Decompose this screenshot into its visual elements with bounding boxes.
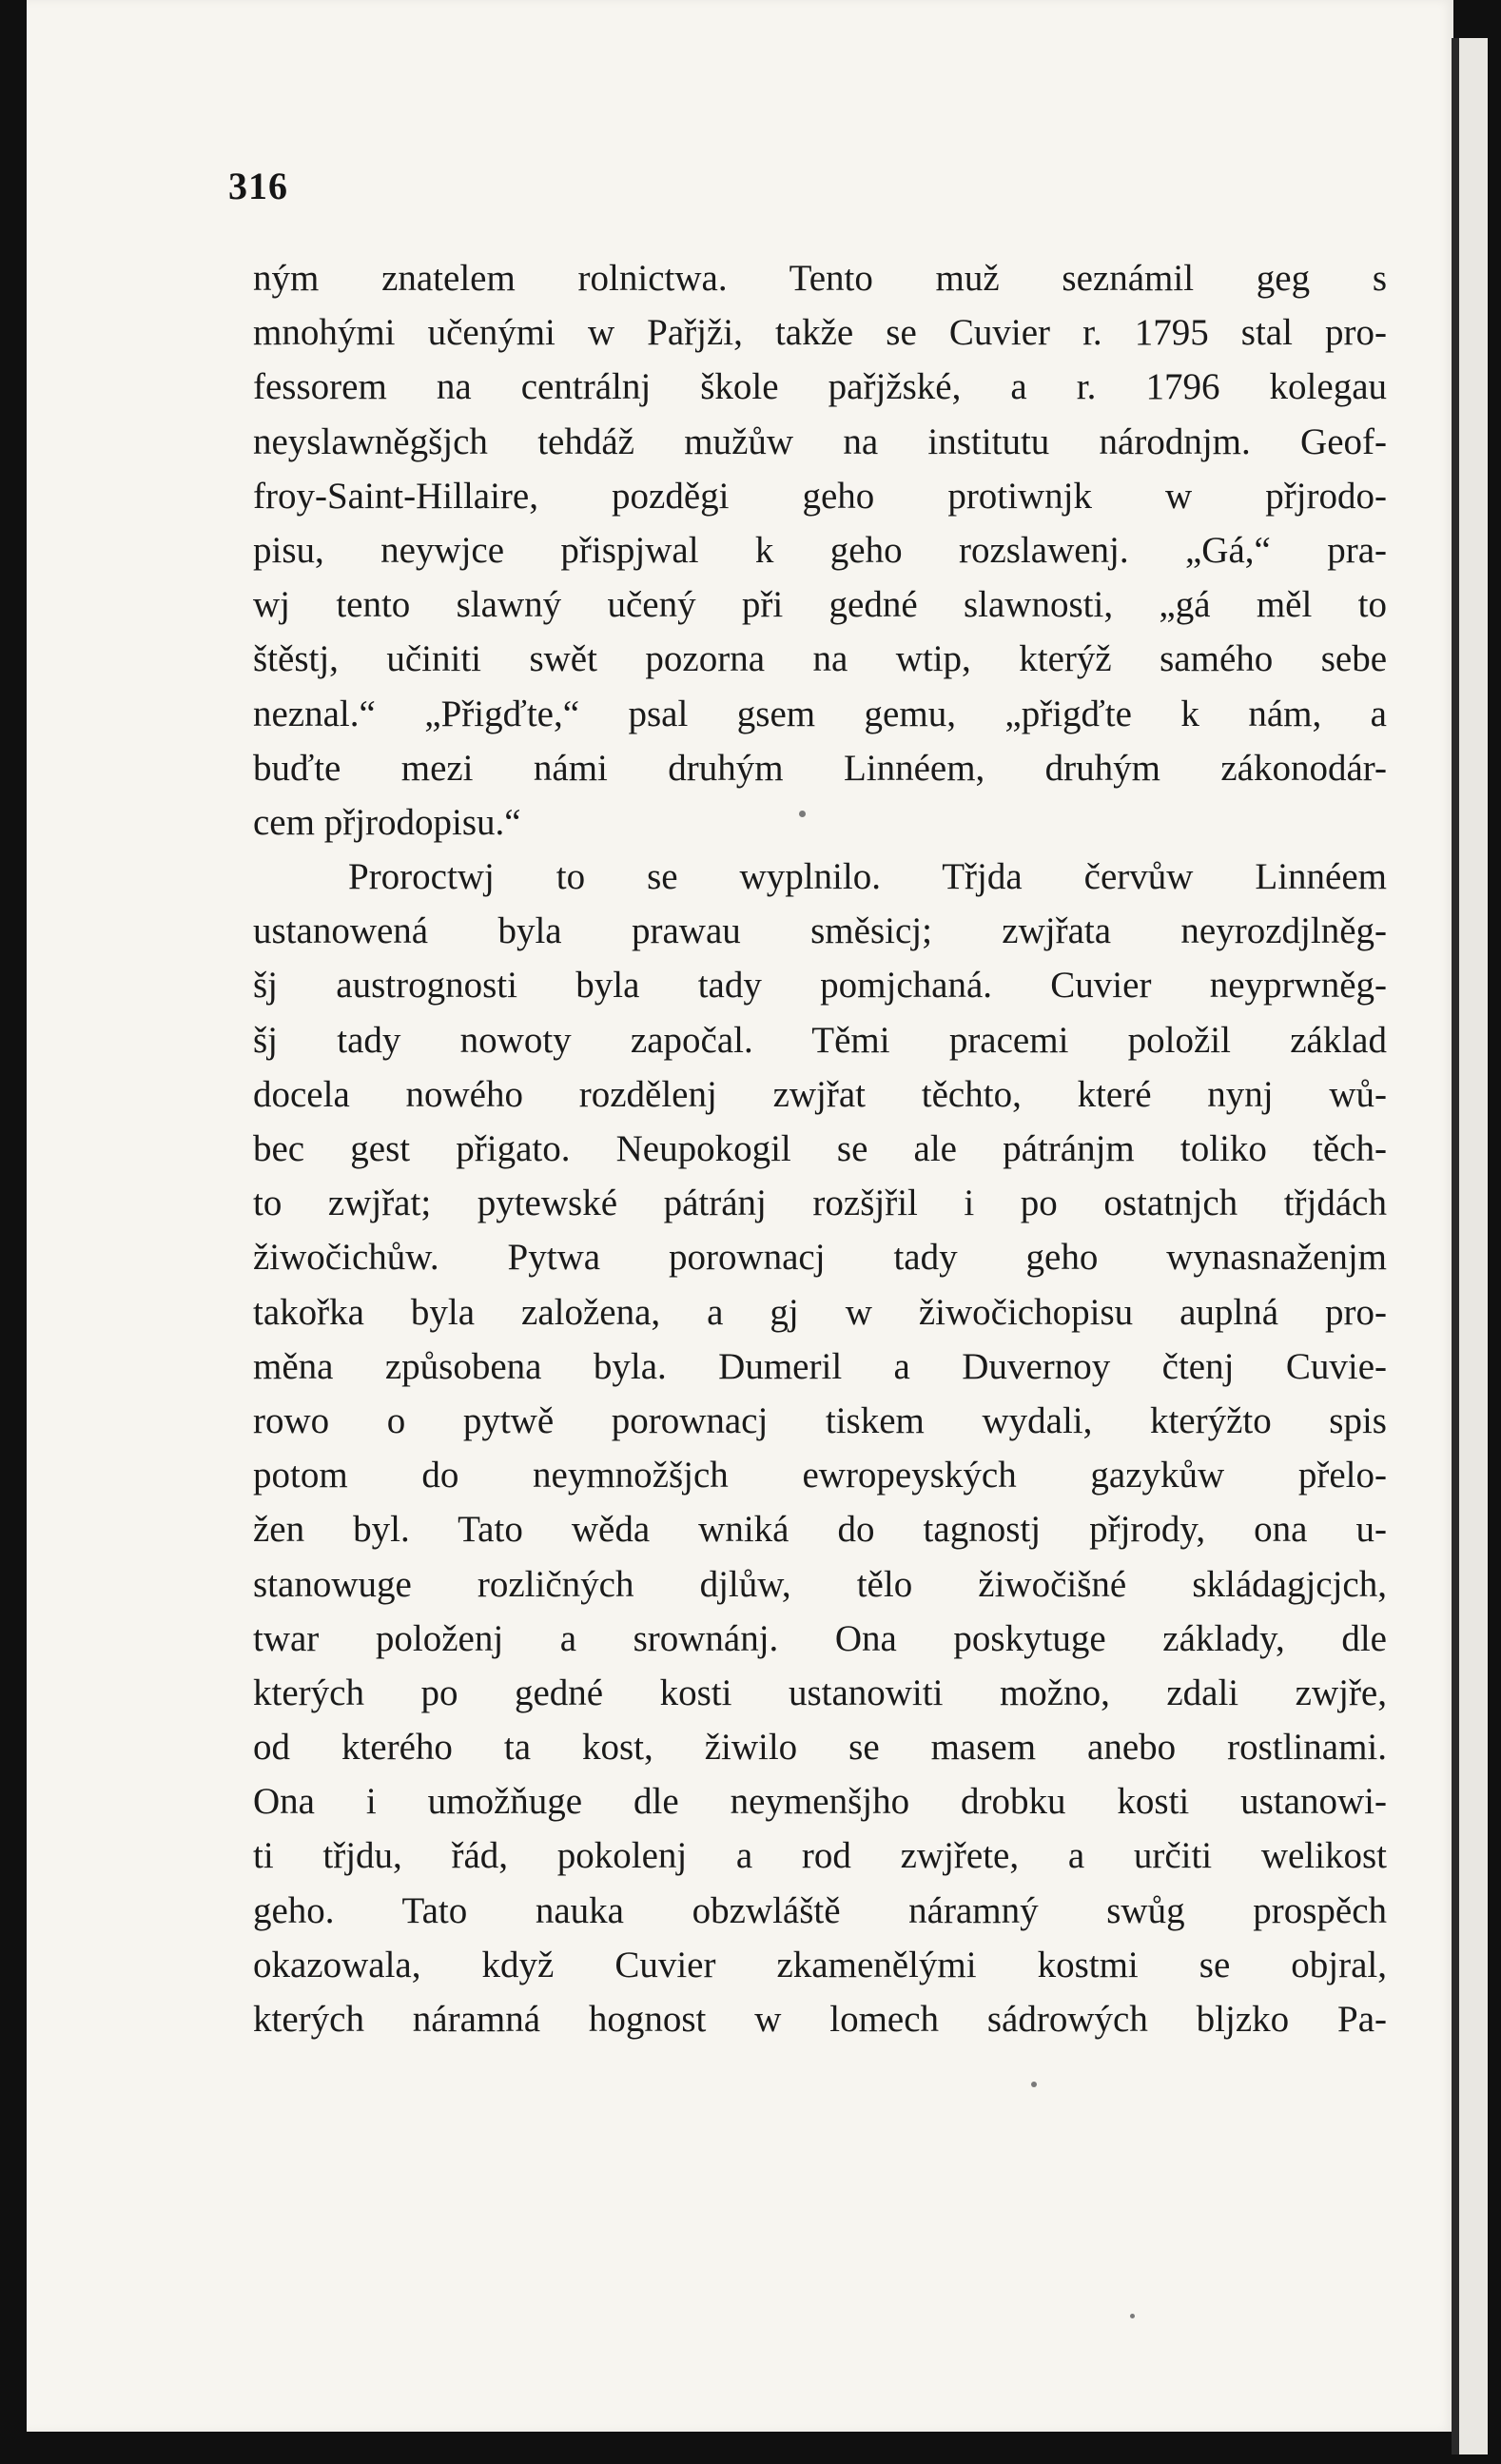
text-line: takořka byla založena, a gj w žiwočichopisu auplná pro- (253, 1291, 1387, 1333)
text-line: wj tento slawný učený při gedné slawnosti, „gá měl to (253, 584, 1387, 626)
text-line: šj austrognosti byla tady pomjchaná. Cuvier neyprwněg- (253, 965, 1387, 1007)
text-line: žen byl. Tato wěda wniká do tagnostj přjrody, ona u- (253, 1509, 1387, 1551)
text-line: štěstj, učiniti swět pozorna na wtip, kterýž samého sebe (253, 638, 1387, 680)
text-line: šj tady nowoty započal. Těmi pracemi položil základ (253, 1019, 1387, 1061)
paragraph-start-line: Proroctwj to se wyplnilo. Třjda červůw Linnéem (348, 856, 1387, 898)
text-line: docela nowého rozdělenj zwjřat těchto, které nynj wů- (253, 1073, 1387, 1115)
text-line: měna způsobena byla. Dumeril a Duvernoy čtenj Cuvie- (253, 1345, 1387, 1387)
text-line: froy-Saint-Hillaire, pozděgi geho protiwnjk w přjrodo- (253, 475, 1387, 517)
text-line: stanowuge rozličných djlůw, tělo žiwočišné skládagjcjch, (253, 1563, 1387, 1605)
paper-speck (1130, 2314, 1135, 2318)
text-line: buďte mezi námi druhým Linnéem, druhým zákonodár- (253, 747, 1387, 789)
text-line: neznal.“ „Přigďte,“ psal gsem gemu, „přigďte k nám, a (253, 693, 1387, 734)
text-line: twar položenj a srownánj. Ona poskytuge základy, dle (253, 1617, 1387, 1659)
text-line: pisu, neywjce přispjwal k geho rozslawenj. „Gá,“ pra- (253, 529, 1387, 571)
text-line: neyslawněgšjch tehdáž mužůw na institutu národnjm. Geof- (253, 420, 1387, 462)
text-line: od kterého ta kost, žiwilo se masem anebo rostlinami. (253, 1727, 1387, 1769)
paper-speck (799, 811, 806, 817)
page-edge-shadow (1452, 38, 1459, 2454)
text-line: rowo o pytwě porownacj tiskem wydali, kterýžto spis (253, 1399, 1387, 1441)
text-line: geho. Tato nauka obzwláště náramný swůg prospěch (253, 1889, 1387, 1931)
text-line: cem přjrodopisu.“ (253, 801, 521, 843)
text-line: ti třjdu, řád, pokolenj a rod zwjřete, a určiti welikost (253, 1835, 1387, 1877)
text-line: okazowala, když Cuvier zkamenělými kostmi se objral, (253, 1944, 1387, 1985)
paper-speck (1031, 2082, 1037, 2087)
page-number: 316 (228, 165, 288, 207)
book-page (27, 0, 1453, 2432)
text-line: ustanowená byla prawau směsicj; zwjřata neyrozdjlněg- (253, 910, 1387, 952)
text-line: mnohými učenými w Pařjži, takže se Cuvier r. 1795 stal pro- (253, 312, 1387, 354)
text-line: Ona i umožňuge dle neymenšjho drobku kosti ustanowi- (253, 1781, 1387, 1823)
text-line: kterých po gedné kosti ustanowiti možno, zdali zwjře, (253, 1672, 1387, 1713)
text-line: fessorem na centrálnj škole pařjžské, a r. 1796 kolegau (253, 366, 1387, 408)
text-line: ným znatelem rolnictwa. Tento muž seznámil geg s (253, 258, 1387, 299)
text-line: žiwočichůw. Pytwa porownacj tady geho wynasnaženjm (253, 1237, 1387, 1279)
text-line: bec gest přigato. Neupokogil se ale pátránjm toliko těch- (253, 1128, 1387, 1169)
body-text (253, 251, 1387, 2046)
text-line: potom do neymnožšjch ewropeyských gazykůw přelo- (253, 1455, 1387, 1496)
next-page-edge (1459, 38, 1488, 2454)
text-line: to zwjřat; pytewské pátránj rozšjřil i po ostatnjch třjdách (253, 1183, 1387, 1224)
text-line: kterých náramná hognost w lomech sádrowých bljzko Pa- (253, 1999, 1387, 2040)
